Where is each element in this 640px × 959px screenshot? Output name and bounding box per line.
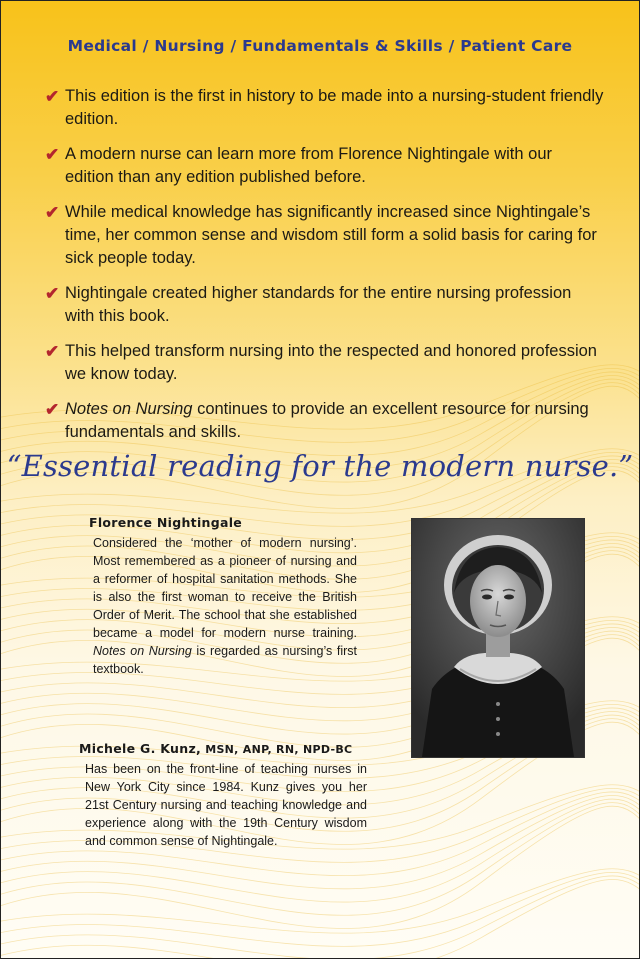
portrait-photo: [412, 519, 584, 757]
bio-name: Michele G. Kunz, MSN, ANP, RN, NPD-BC: [79, 741, 353, 756]
book-title: Notes on Nursing: [65, 400, 193, 418]
checkmark-icon: ✔: [45, 87, 60, 106]
list-item: [45, 201, 605, 270]
book-title: Notes on Nursing: [93, 644, 192, 658]
checkmark-icon: ✔: [45, 400, 60, 419]
list-item: [45, 398, 605, 444]
list-item: [45, 340, 605, 386]
checkmark-icon: ✔: [45, 284, 60, 303]
bullet-text: This edition is the first in history to be made into a nursing-student friendly edition.: [65, 87, 604, 128]
checkmark-icon: ✔: [45, 145, 60, 164]
bullet-text: While medical knowledge has significantly increased since Nightingale’s time, her common sense and wisdom still form a solid basis for caring for sick people today.: [65, 203, 597, 267]
bullet-text: continues to provide an excellent resource for nursing fundamentals and skills.: [65, 400, 589, 441]
list-item: [45, 282, 605, 328]
bio-name: Florence Nightingale: [89, 515, 243, 530]
feature-list: [45, 85, 605, 456]
bullet-text: This helped transform nursing into the respected and honored profession we know today.: [65, 342, 597, 383]
bullet-text: Nightingale created higher standards for the entire nursing profession with this book.: [65, 284, 572, 325]
kunz-bio: [79, 741, 367, 850]
checkmark-icon: ✔: [45, 342, 60, 361]
list-item: [45, 85, 605, 131]
florence-bio: [89, 515, 357, 678]
pull-quote: “Essential reading for the modern nurse.”: [6, 449, 634, 483]
bio-text: Has been on the front-line of teaching nurses in New York City since 1984. Kunz gives you her 21st Century nursing and teaching knowledge and experience along with the 19th Century wisdom and common sense of Nightingale.: [85, 762, 367, 848]
category-heading: Medical / Nursing / Fundamentals & Skills / Patient Care: [67, 37, 573, 55]
checkmark-icon: ✔: [45, 203, 60, 222]
bio-text: Considered the ‘mother of modern nursing’. Most remembered as a pioneer of nursing and a reformer of hospital sanitation methods. She is also the first woman to receive the British Order of Merit. The school that she established became a model for modern nurse training. Notes on Nursing is regarded as nursing’s first textbook.: [93, 536, 357, 676]
list-item: [45, 143, 605, 189]
bullet-text: A modern nurse can learn more from Florence Nightingale with our edition than any edition published before.: [65, 145, 552, 186]
credentials: MSN, ANP, RN, NPD-BC: [201, 743, 353, 756]
